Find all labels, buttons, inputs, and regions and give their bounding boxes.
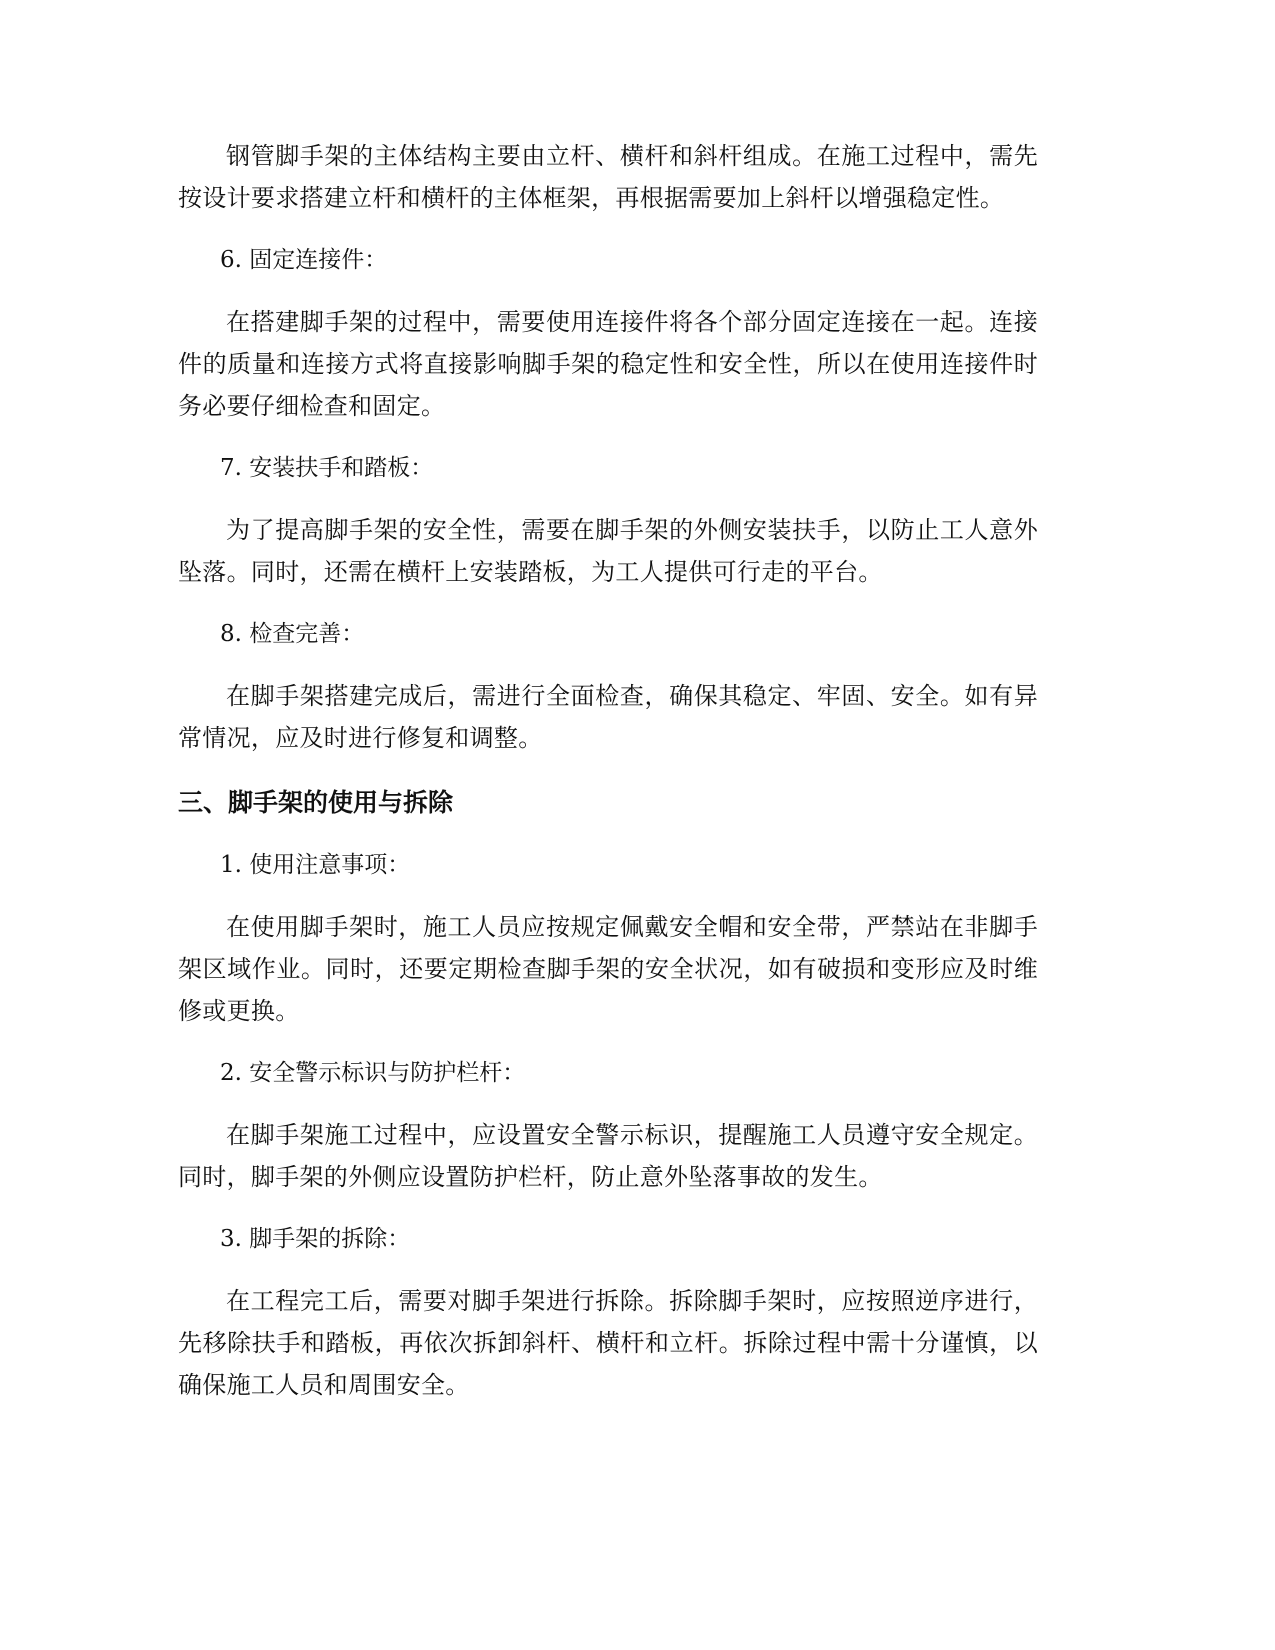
list-item-inspection: 8. 检查完善： (220, 621, 365, 647)
list-item-warning-signs: 2. 安全警示标识与防护栏杆： (220, 1060, 526, 1086)
list-item-fix-connectors: 6. 固定连接件： (220, 247, 388, 273)
list-item-handrails-boards: 7. 安装扶手和踏板： (220, 455, 434, 481)
list-item-usage-notes: 1. 使用注意事项： (220, 852, 411, 878)
list-item-removal: 3. 脚手架的拆除： (220, 1226, 411, 1252)
paragraph-usage-notes: 在使用脚手架时，施工人员应按规定佩戴安全帽和安全带，严禁站在非脚手架区域作业。同时，还要定期检查脚手架的安全状况，如有破损和变形应及时维修或更换。 (178, 913, 1038, 1025)
paragraph-handrails: 为了提高脚手架的安全性，需要在脚手架的外侧安装扶手，以防止工人意外坠落。同时，还需在横杆上安装踏板，为工人提供可行走的平台。 (178, 516, 1038, 586)
paragraph-connectors: 在搭建脚手架的过程中，需要使用连接件将各个部分固定连接在一起。连接件的质量和连接方式将直接影响脚手架的稳定性和安全性，所以在使用连接件时务必要仔细检查和固定。 (178, 308, 1038, 420)
paragraph-inspection: 在脚手架搭建完成后，需进行全面检查，确保其稳定、牢固、安全。如有异常情况，应及时进行修复和调整。 (178, 682, 1038, 752)
section-heading-use-removal: 三、脚手架的使用与拆除 (178, 788, 454, 817)
paragraph-removal: 在工程完工后，需要对脚手架进行拆除。拆除脚手架时，应按照逆序进行，先移除扶手和踏板，再依次拆卸斜杆、横杆和立杆。拆除过程中需十分谨慎，以确保施工人员和周围安全。 (178, 1287, 1038, 1399)
document-page (178, 135, 1038, 1406)
paragraph-main-structure: 钢管脚手架的主体结构主要由立杆、横杆和斜杆组成。在施工过程中，需先按设计要求搭建立杆和横杆的主体框架，再根据需要加上斜杆以增强稳定性。 (178, 142, 1038, 212)
paragraph-warning-signs: 在脚手架施工过程中，应设置安全警示标识，提醒施工人员遵守安全规定。同时，脚手架的外侧应设置防护栏杆，防止意外坠落事故的发生。 (178, 1121, 1038, 1191)
